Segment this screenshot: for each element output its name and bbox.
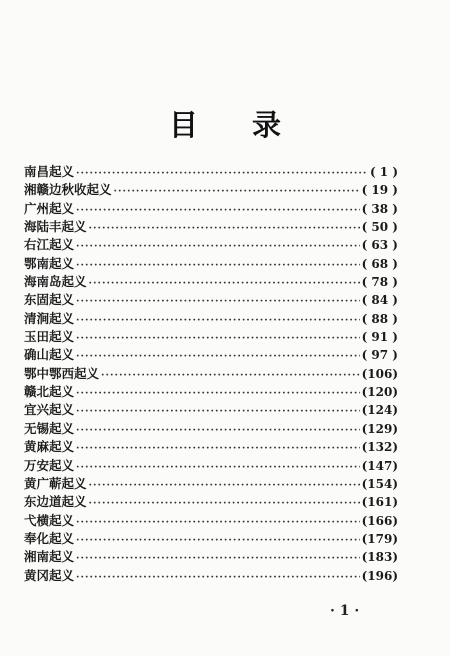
toc-entry [24, 365, 398, 383]
toc-entry-title: 海陆丰起义 [24, 219, 87, 235]
toc-entry [24, 383, 398, 401]
dot-leader [76, 440, 360, 458]
dot-leader [76, 385, 360, 403]
toc-entry [24, 438, 398, 456]
toc-entry [24, 255, 398, 273]
table-of-contents [24, 163, 398, 585]
toc-entry [24, 420, 398, 438]
toc-entry [24, 273, 398, 291]
toc-entry-title: 东边道起义 [24, 494, 87, 510]
toc-entry-page-number: ( 78 ) [361, 275, 398, 290]
toc-entry [24, 200, 398, 218]
toc-entry-title: 宜兴起义 [24, 402, 75, 418]
toc-entry-page-number: (196) [361, 568, 398, 583]
toc-entry-page-number: (183) [361, 550, 398, 565]
toc-entry [24, 346, 398, 364]
toc-entry-page-number: (147) [361, 458, 398, 473]
dot-leader [76, 202, 360, 220]
toc-entry-title: 黄冈起义 [24, 567, 75, 583]
toc-entry-page-number: ( 19 ) [361, 183, 398, 198]
toc-entry-page-number: ( 1 ) [369, 165, 398, 179]
dot-leader [76, 293, 360, 311]
toc-entry-page-number: (166) [361, 513, 398, 528]
toc-entry-title: 赣北起义 [24, 384, 75, 400]
toc-entry-page-number: ( 63 ) [361, 238, 398, 253]
dot-leader [76, 532, 360, 550]
toc-entry-title: 确山起义 [24, 347, 75, 363]
toc-entry-title: 右江起义 [24, 237, 75, 253]
toc-entry-page-number: (161) [361, 495, 398, 510]
toc-entry-title: 万安起义 [24, 457, 75, 473]
toc-entry-page-number: ( 50 ) [361, 220, 398, 235]
toc-entry-title: 黄广蕲起义 [24, 475, 87, 491]
toc-entry-page-number: (129) [361, 421, 398, 436]
toc-entry-title: 无锡起义 [24, 420, 75, 436]
dot-leader [89, 275, 360, 293]
toc-entry [24, 218, 398, 236]
toc-entry-page-number: (179) [361, 531, 398, 546]
toc-entry [24, 291, 398, 309]
page-title: 目 录 [168, 108, 304, 142]
dot-leader [76, 459, 360, 477]
dot-leader [89, 220, 360, 238]
toc-entry-title: 湘赣边秋收起义 [24, 182, 112, 198]
dot-leader [76, 238, 360, 256]
dot-leader [76, 550, 360, 568]
toc-entry-title: 玉田起义 [24, 329, 75, 345]
toc-entry-title: 清涧起义 [24, 310, 75, 326]
toc-entry-title: 鄂中鄂西起义 [24, 365, 100, 381]
toc-entry [24, 548, 398, 566]
toc-entry [24, 310, 398, 328]
toc-entry [24, 163, 398, 181]
toc-entry-page-number: ( 91 ) [361, 330, 398, 345]
toc-entry [24, 493, 398, 511]
dot-leader [76, 422, 360, 440]
toc-entry [24, 236, 398, 254]
dot-leader [76, 569, 360, 587]
toc-entry-title: 广州起义 [24, 200, 75, 216]
toc-entry-page-number: ( 84 ) [361, 293, 398, 308]
toc-entry-page-number: ( 38 ) [361, 201, 398, 216]
toc-entry-title: 黄麻起义 [24, 439, 75, 455]
dot-leader [89, 495, 360, 513]
toc-entry-title: 海南岛起义 [24, 274, 87, 290]
toc-entry-page-number: ( 97 ) [361, 348, 398, 363]
dot-leader [76, 514, 360, 532]
toc-entry-title: 奉化起义 [24, 530, 75, 546]
toc-entry-page-number: (106) [361, 366, 398, 381]
toc-entry [24, 328, 398, 346]
toc-entry-page-number: (120) [361, 385, 398, 400]
toc-entry [24, 401, 398, 419]
toc-entry-page-number: (154) [361, 476, 398, 491]
dot-leader [76, 165, 368, 183]
toc-entry [24, 567, 398, 585]
toc-entry-title: 东固起义 [24, 292, 75, 308]
dot-leader [76, 403, 360, 421]
toc-entry [24, 457, 398, 475]
dot-leader [89, 477, 360, 495]
toc-entry [24, 181, 398, 199]
toc-entry [24, 512, 398, 530]
toc-entry-page-number: ( 68 ) [361, 256, 398, 271]
toc-entry-page-number: (124) [361, 403, 398, 418]
toc-entry [24, 475, 398, 493]
toc-entry-title: 鄂南起义 [24, 255, 75, 271]
toc-entry-page-number: ( 88 ) [361, 311, 398, 326]
toc-entry-title: 湘南起义 [24, 549, 75, 565]
page-number: · 1 · [330, 603, 360, 619]
dot-leader [76, 312, 360, 330]
dot-leader [76, 330, 360, 348]
dot-leader [114, 183, 360, 201]
dot-leader [101, 367, 360, 385]
dot-leader [76, 257, 360, 275]
toc-entry-title: 弋横起义 [24, 512, 75, 528]
toc-entry [24, 530, 398, 548]
dot-leader [76, 348, 360, 366]
toc-entry-title: 南昌起义 [24, 164, 75, 179]
toc-entry-page-number: (132) [361, 440, 398, 455]
